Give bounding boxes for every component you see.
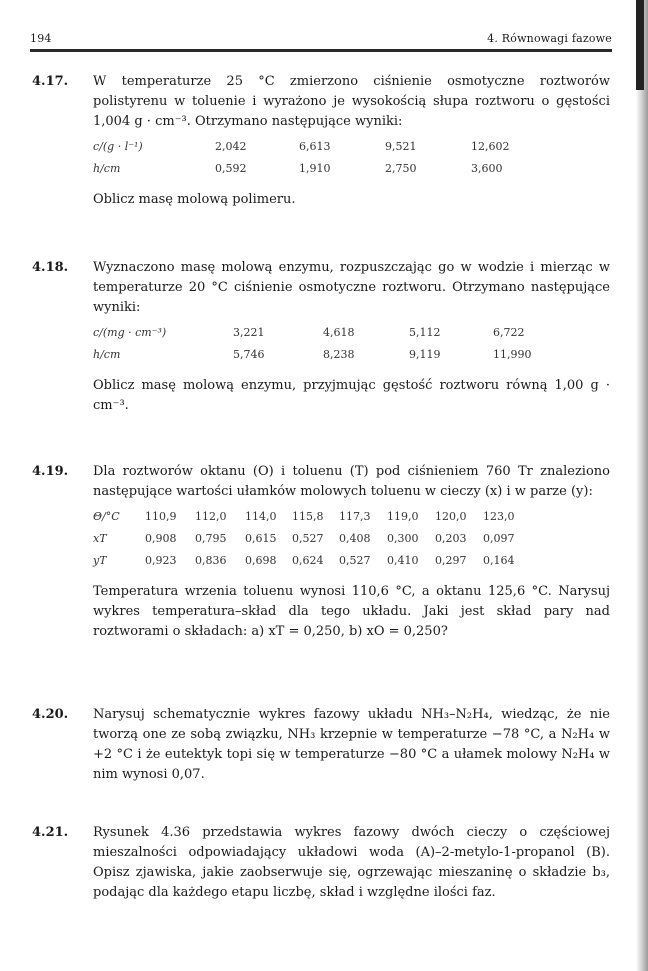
table-cell: 9,521 — [385, 140, 417, 153]
table-cell: 0,527 — [292, 532, 324, 545]
table-cell: 115,8 — [292, 510, 324, 523]
problem-4-18 — [32, 258, 610, 416]
table-cell: 0,923 — [145, 554, 177, 567]
table-cell: 8,238 — [323, 348, 355, 361]
table-row — [93, 158, 510, 180]
table-cell: 4,618 — [323, 326, 355, 339]
problem-intro: W temperaturze 25 °C zmierzono ciśnienie osmotyczne roztworów polistyrenu w toluenie i wyrażono je wysokością słupa roztworu o gęstości 1,004 g · cm⁻³. Otrzymano następujące wyniki: — [93, 74, 610, 129]
data-table — [93, 506, 515, 572]
problem-number: 4.19. — [32, 464, 69, 479]
table-cell: 0,836 — [195, 554, 227, 567]
table-row — [93, 550, 515, 572]
table-cell: 0,795 — [195, 532, 227, 545]
table-cell: 3,600 — [471, 162, 503, 175]
row-label: h/cm — [93, 348, 121, 361]
table-cell: 120,0 — [435, 510, 467, 523]
table-row — [93, 344, 532, 366]
problem-number: 4.17. — [32, 74, 69, 89]
problem-4-19 — [32, 462, 610, 642]
table-cell: 123,0 — [483, 510, 515, 523]
table-cell: 0,908 — [145, 532, 177, 545]
table-cell: 1,910 — [299, 162, 331, 175]
table-cell: 0,624 — [292, 554, 324, 567]
table-cell: 0,164 — [483, 554, 515, 567]
table-row — [93, 506, 515, 528]
table-cell: 0,592 — [215, 162, 247, 175]
table-cell: 0,698 — [245, 554, 277, 567]
table-cell: 2,042 — [215, 140, 247, 153]
page-edge-mark — [636, 0, 644, 90]
problem-4-21 — [32, 823, 610, 903]
problem-number: 4.20. — [32, 707, 69, 722]
table-cell: 6,613 — [299, 140, 331, 153]
table-cell: 0,300 — [387, 532, 419, 545]
row-label: xT — [93, 532, 107, 545]
table-cell: 0,408 — [339, 532, 371, 545]
problem-number: 4.18. — [32, 260, 69, 275]
table-cell: 0,203 — [435, 532, 467, 545]
row-label: yT — [93, 554, 107, 567]
problem-question: Oblicz masę molową polimeru. — [93, 192, 296, 207]
problem-4-17 — [32, 72, 610, 210]
table-cell: 117,3 — [339, 510, 371, 523]
table-cell: 3,221 — [233, 326, 265, 339]
problem-question: Temperatura wrzenia toluenu wynosi 110,6 °C, a oktanu 125,6 °C. Narysuj wykres temperatura–skład dla tego układu. Jaki jest skład pary nad roztworami o składach: a) xT = 0,250, b) xO = 0,250? — [93, 584, 610, 639]
row-label: c/(g · l⁻¹) — [93, 140, 143, 153]
table-row — [93, 322, 532, 344]
table-row — [93, 528, 515, 550]
problem-intro: Dla roztworów oktanu (O) i toluenu (T) pod ciśnieniem 760 Tr znaleziono następujące wartości ułamków molowych toluenu w cieczy (x) i w parze (y): — [93, 464, 610, 499]
table-cell: 5,746 — [233, 348, 265, 361]
problem-text: Rysunek 4.36 przedstawia wykres fazowy dwóch cieczy o częściowej mieszalności odpowiadający układowi woda (A)–2-metylo-1-propanol (B). Opisz zjawiska, jakie zaobserwuje się, ogrzewając mieszaninę o składzie b₃, podając dla każdego etapu liczbę, skład i względne ilości faz. — [93, 825, 610, 900]
table-cell: 119,0 — [387, 510, 419, 523]
data-table — [93, 136, 510, 180]
table-cell: 6,722 — [493, 326, 525, 339]
problem-intro: Wyznaczono masę molową enzymu, rozpuszczając go w wodzie i mierząc w temperaturze 20 °C ciśnienie osmotyczne roztworu. Otrzymano następujące wyniki: — [93, 260, 610, 315]
row-label: c/(mg · cm⁻³) — [93, 326, 167, 339]
problem-number: 4.21. — [32, 825, 69, 840]
table-cell: 0,097 — [483, 532, 515, 545]
table-cell: 112,0 — [195, 510, 227, 523]
chapter-title: 4. Równowagi fazowe — [487, 32, 612, 45]
table-cell: 11,990 — [493, 348, 532, 361]
table-cell: 110,9 — [145, 510, 177, 523]
problem-4-20 — [32, 705, 610, 785]
table-cell: 0,297 — [435, 554, 467, 567]
table-cell: 12,602 — [471, 140, 510, 153]
row-label: Θ/°C — [93, 510, 120, 523]
table-cell: 0,527 — [339, 554, 371, 567]
table-cell: 114,0 — [245, 510, 277, 523]
running-header — [30, 30, 612, 48]
table-row — [93, 136, 510, 158]
table-cell: 0,615 — [245, 532, 277, 545]
table-cell: 0,410 — [387, 554, 419, 567]
table-cell: 5,112 — [409, 326, 441, 339]
table-cell: 9,119 — [409, 348, 441, 361]
row-label: h/cm — [93, 162, 121, 175]
page-spine-shadow — [636, 0, 648, 971]
data-table — [93, 322, 532, 366]
page-number: 194 — [30, 32, 52, 45]
table-cell: 2,750 — [385, 162, 417, 175]
problem-question: Oblicz masę molową enzymu, przyjmując gęstość roztworu równą 1,00 g · cm⁻³. — [93, 378, 610, 413]
header-rule — [30, 49, 612, 52]
problem-text: Narysuj schematycznie wykres fazowy układu NH₃–N₂H₄, wiedząc, że nie tworzą one ze sobą związku, NH₃ krzepnie w temperaturze −78 °C, a N₂H₄ w +2 °C i że eutektyk topi się w temperaturze −80 °C a ułamek molowy N₂H₄ w nim wynosi 0,07. — [93, 707, 610, 782]
